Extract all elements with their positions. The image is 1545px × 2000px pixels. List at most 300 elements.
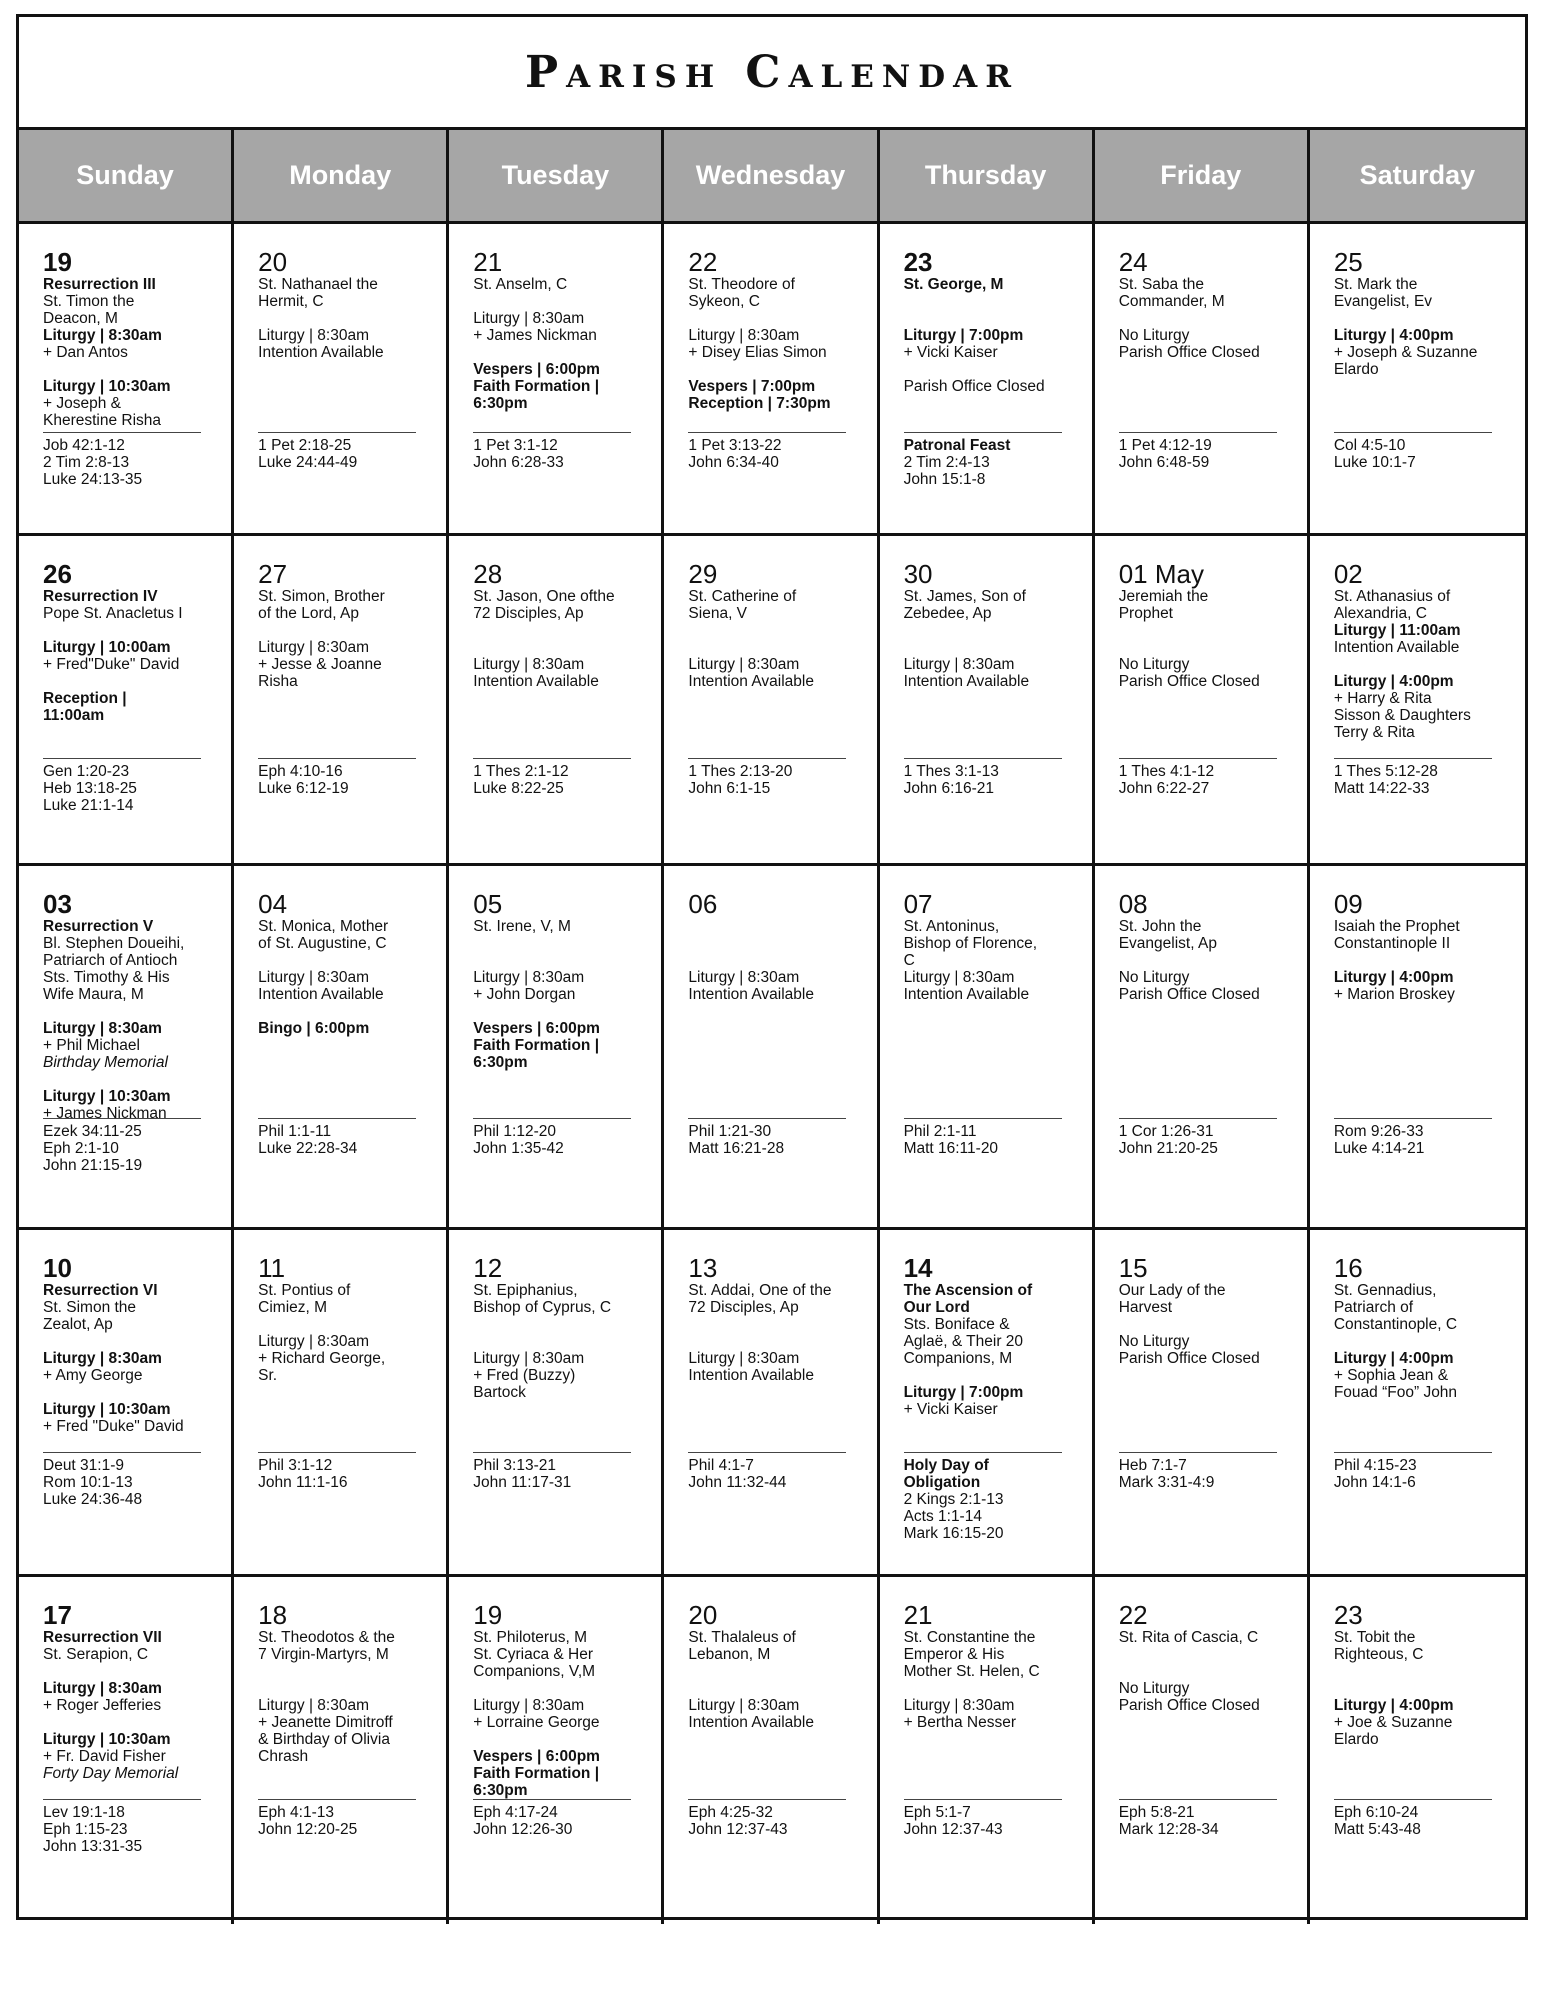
reading-line: John 21:15-19: [43, 1157, 143, 1174]
day-detail-line: Deacon, M: [43, 310, 118, 327]
day-detail-line: + Harry & Rita: [1333, 690, 1432, 707]
day-detail-line: Bl. Stephen Doueihi,: [43, 935, 185, 952]
reading-line: John 21:20-25: [1118, 1140, 1218, 1157]
day-detail-line: + Jeanette Dimitroff: [258, 1714, 393, 1731]
reading-line: Phil 3:13-21: [473, 1457, 557, 1474]
day-detail-line: 6:30pm: [473, 395, 528, 412]
day-number: 23: [903, 247, 933, 277]
day-detail-line: + Lorraine George: [473, 1714, 600, 1731]
day-number: 22: [1118, 1600, 1148, 1630]
readings-block: [1119, 1118, 1277, 1157]
day-detail-line: + Jesse & Joanne: [258, 656, 382, 673]
reading-line: Job 42:1-12: [43, 437, 125, 454]
day-detail-line: Righteous, C: [1333, 1646, 1424, 1663]
reading-line: Mark 16:15-20: [903, 1525, 1004, 1542]
day-detail-line: Liturgy | 8:30am: [258, 969, 370, 986]
day-detail-line: St. Philoterus, M: [473, 1629, 587, 1646]
day-detail-line: 72 Disciples, Ap: [473, 605, 584, 622]
day-detail-line: Vespers | 6:00pm: [473, 1748, 600, 1765]
day-detail-line: St. George, M: [903, 276, 1004, 293]
day-detail-line: Resurrection III: [43, 276, 156, 293]
day-detail-line: Patriarch of: [1333, 1299, 1414, 1316]
day-detail-line: Forty Day Memorial: [43, 1765, 179, 1782]
day-detail-line: Liturgy | 8:30am: [903, 656, 1015, 673]
readings-block: [1119, 432, 1277, 471]
day-detail-line: Cimiez, M: [258, 1299, 328, 1316]
day-detail-line: Sykeon, C: [688, 293, 760, 310]
day-detail-line: Faith Formation |: [473, 1037, 600, 1054]
day-cell: [234, 1577, 449, 1924]
day-detail-line: Faith Formation |: [473, 1765, 600, 1782]
readings-divider: [258, 1799, 416, 1800]
readings-block: [1119, 758, 1277, 797]
day-detail-line: + Vicki Kaiser: [903, 344, 998, 361]
day-detail-line: + Fr. David Fisher: [43, 1748, 166, 1765]
reading-line: 1 Pet 3:1-12: [473, 437, 558, 454]
readings-block: [688, 1118, 846, 1157]
day-detail-line: + Phil Michael: [43, 1037, 140, 1054]
reading-line: John 6:34-40: [688, 454, 779, 471]
day-number: 18: [258, 1600, 288, 1630]
reading-line: Lev 19:1-18: [43, 1804, 125, 1821]
reading-line: Phil 1:1-11: [258, 1123, 332, 1140]
day-detail-line: 72 Disciples, Ap: [688, 1299, 799, 1316]
day-detail-line: Liturgy | 7:00pm: [903, 327, 1024, 344]
day-detail-line: Constantinople, C: [1333, 1316, 1458, 1333]
day-detail-line: Bishop of Cyprus, C: [473, 1299, 612, 1316]
weekday-header-saturday: Saturday: [1310, 130, 1525, 224]
reading-line: Eph 4:17-24: [473, 1804, 558, 1821]
day-number: 19: [473, 1600, 503, 1630]
weekday-header-sunday: Sunday: [19, 130, 234, 224]
reading-line: Matt 16:21-28: [688, 1140, 785, 1157]
reading-line: John 11:1-16: [258, 1474, 348, 1491]
readings-divider: [688, 1452, 846, 1453]
day-detail-line: St. Saba the: [1118, 276, 1205, 293]
spacer: [1119, 622, 1295, 639]
day-detail-line: Liturgy | 8:30am: [258, 327, 370, 344]
reading-line: Luke 24:36-48: [43, 1491, 143, 1508]
day-cell: [664, 224, 879, 536]
readings-block: [473, 758, 631, 797]
day-detail-line: St. Mark the: [1333, 276, 1418, 293]
day-cell: [449, 866, 664, 1230]
spacer: [43, 622, 219, 639]
day-detail-line: St. Nathanael the: [258, 276, 378, 293]
day-detail-line: + Amy George: [43, 1367, 143, 1384]
readings-divider: [688, 1799, 846, 1800]
day-number: 27: [258, 559, 288, 589]
day-detail-line: + Vicki Kaiser: [903, 1401, 998, 1418]
readings-divider: [43, 1452, 201, 1453]
readings-divider: [473, 432, 631, 433]
spacer: [473, 1333, 649, 1350]
day-detail-line: St. Athanasius of: [1333, 588, 1451, 605]
reading-line: 1 Cor 1:26-31: [1118, 1123, 1214, 1140]
day-number: 21: [903, 1600, 933, 1630]
readings-block: [43, 432, 201, 488]
day-number: 13: [688, 1253, 718, 1283]
day-detail-line: Commander, M: [1118, 293, 1225, 310]
day-detail-line: Terry & Rita: [1333, 724, 1415, 741]
readings-block: [1119, 1799, 1277, 1838]
spacer: [258, 1316, 434, 1333]
day-detail-line: Liturgy | 8:30am: [43, 1020, 162, 1037]
spacer: [688, 622, 864, 639]
day-detail-line: Intention Available: [473, 673, 599, 690]
reading-line: Eph 6:10-24: [1333, 1804, 1419, 1821]
day-detail-line: Risha: [258, 673, 298, 690]
day-detail-line: No Liturgy: [1118, 1680, 1190, 1697]
reading-line: Eph 1:15-23: [43, 1821, 128, 1838]
readings-block: [473, 1452, 631, 1491]
spacer: [688, 310, 864, 327]
spacer: [473, 952, 649, 969]
spacer: [1334, 656, 1513, 673]
day-detail-line: Resurrection VI: [43, 1282, 158, 1299]
day-detail-line: No Liturgy: [1118, 656, 1190, 673]
day-detail-line: Parish Office Closed: [903, 378, 1045, 395]
day-detail-line: Liturgy | 8:30am: [903, 969, 1015, 986]
readings-divider: [904, 1118, 1062, 1119]
day-detail-line: Wife Maura, M: [43, 986, 144, 1003]
day-detail-line: Liturgy | 4:00pm: [1333, 969, 1454, 986]
spacer: [1119, 952, 1295, 969]
readings-divider: [43, 758, 201, 759]
reading-line: Phil 3:1-12: [258, 1457, 333, 1474]
readings-divider: [473, 1452, 631, 1453]
readings-block: [43, 1118, 201, 1174]
reading-line: John 1:35-42: [473, 1140, 564, 1157]
spacer: [258, 952, 434, 969]
day-detail-line: St. Pontius of: [258, 1282, 351, 1299]
spacer: [1334, 1680, 1513, 1697]
day-cell: [1310, 1577, 1525, 1924]
readings-block: [258, 1452, 416, 1491]
day-detail-line: Liturgy | 11:00am: [1333, 622, 1461, 639]
reading-line: Holy Day of: [903, 1457, 989, 1474]
reading-line: Luke 6:12-19: [258, 780, 349, 797]
day-detail-line: + Joseph &: [43, 395, 121, 412]
day-number: 06: [688, 889, 718, 919]
parish-calendar: [16, 14, 1528, 1920]
day-number: 10: [43, 1253, 72, 1283]
reading-line: Acts 1:1-14: [903, 1508, 982, 1525]
day-detail-line: St. James, Son of: [903, 588, 1026, 605]
day-detail-line: Constantinople II: [1333, 935, 1451, 952]
readings-block: [904, 1452, 1062, 1542]
readings-divider: [1334, 1799, 1492, 1800]
spacer: [904, 622, 1080, 639]
spacer: [1334, 1663, 1513, 1680]
day-detail-line: Sts. Timothy & His: [43, 969, 170, 986]
day-detail-line: Liturgy | 8:30am: [258, 639, 370, 656]
readings-divider: [688, 1118, 846, 1119]
day-detail-line: + Joe & Suzanne: [1333, 1714, 1453, 1731]
day-detail-line: Parish Office Closed: [1118, 344, 1260, 361]
reading-line: Deut 31:1-9: [43, 1457, 124, 1474]
day-detail-line: + Sophia Jean &: [1333, 1367, 1449, 1384]
reading-line: Eph 2:1-10: [43, 1140, 119, 1157]
day-detail-line: Jeremiah the: [1118, 588, 1209, 605]
day-number: 11: [258, 1253, 286, 1283]
day-detail-line: Emperor & His: [903, 1646, 1005, 1663]
day-detail-line: + James Nickman: [473, 327, 597, 344]
spacer: [43, 1003, 219, 1020]
readings-block: [258, 758, 416, 797]
spacer: [1334, 1333, 1513, 1350]
day-detail-line: Resurrection IV: [43, 588, 158, 605]
day-detail-line: Liturgy | 8:30am: [903, 1697, 1015, 1714]
day-detail-line: 7 Virgin-Martyrs, M: [258, 1646, 389, 1663]
reading-line: Luke 4:14-21: [1333, 1140, 1425, 1157]
day-detail-line: Prophet: [1118, 605, 1173, 622]
reading-line: Mark 3:31-4:9: [1118, 1474, 1215, 1491]
readings-block: [43, 1452, 201, 1508]
reading-line: John 12:37-43: [903, 1821, 1003, 1838]
spacer: [473, 344, 649, 361]
reading-line: John 11:17-31: [473, 1474, 572, 1491]
spacer: [1334, 952, 1513, 969]
day-detail-line: Intention Available: [258, 344, 384, 361]
spacer: [473, 639, 649, 656]
reading-line: 1 Thes 2:13-20: [688, 763, 793, 780]
day-number: 02: [1333, 559, 1363, 589]
reading-line: John 14:1-6: [1333, 1474, 1416, 1491]
day-detail-line: Sts. Boniface &: [903, 1316, 1010, 1333]
spacer: [688, 952, 864, 969]
day-cell: [880, 1577, 1095, 1924]
reading-line: Luke 10:1-7: [1333, 454, 1416, 471]
readings-block: [904, 758, 1062, 797]
weekday-header-tuesday: Tuesday: [449, 130, 664, 224]
readings-divider: [1119, 1452, 1277, 1453]
day-detail-line: + John Dorgan: [473, 986, 576, 1003]
reading-line: Luke 8:22-25: [473, 780, 564, 797]
spacer: [904, 361, 1080, 378]
day-cell: [664, 536, 879, 866]
day-cell: [664, 1577, 879, 1924]
spacer: [43, 1663, 219, 1680]
day-detail-line: Harvest: [1118, 1299, 1173, 1316]
day-detail-line: + Bertha Nesser: [903, 1714, 1016, 1731]
day-cell: [1310, 536, 1525, 866]
reading-line: Eph 4:25-32: [688, 1804, 773, 1821]
readings-divider: [1334, 1452, 1492, 1453]
spacer: [688, 918, 864, 935]
reading-line: Phil 1:21-30: [688, 1123, 772, 1140]
day-detail-line: Liturgy | 4:00pm: [1333, 673, 1454, 690]
day-detail-line: 6:30pm: [473, 1054, 528, 1071]
readings-block: [688, 758, 846, 797]
day-detail-line: Chrash: [258, 1748, 309, 1765]
day-detail-line: Intention Available: [903, 673, 1030, 690]
day-detail-line: + Richard George,: [258, 1350, 386, 1367]
reading-line: 1 Thes 3:1-13: [903, 763, 999, 780]
day-detail-line: Liturgy | 10:30am: [43, 1088, 171, 1105]
spacer: [43, 361, 219, 378]
day-cell: [1310, 224, 1525, 536]
reading-line: Phil 1:12-20: [473, 1123, 557, 1140]
spacer: [258, 1680, 434, 1697]
day-detail-line: Parish Office Closed: [1118, 1697, 1260, 1714]
day-detail-line: Liturgy | 8:30am: [688, 969, 800, 986]
readings-divider: [43, 1118, 201, 1119]
day-number: 16: [1333, 1253, 1363, 1283]
spacer: [473, 1731, 649, 1748]
day-number: 04: [258, 889, 288, 919]
reading-line: 2 Tim 2:4-13: [903, 454, 990, 471]
readings-block: [1334, 758, 1492, 797]
spacer: [258, 1663, 434, 1680]
day-detail-line: Intention Available: [688, 1714, 814, 1731]
day-detail-line: Liturgy | 10:30am: [43, 1731, 171, 1748]
day-detail-line: St. Gennadius,: [1333, 1282, 1437, 1299]
reading-line: Rom 10:1-13: [43, 1474, 133, 1491]
day-detail-line: Our Lord: [903, 1299, 970, 1316]
day-detail-line: Patriarch of Antioch: [43, 952, 178, 969]
reading-line: Gen 1:20-23: [43, 763, 130, 780]
spacer: [688, 1333, 864, 1350]
day-detail-line: + Fred (Buzzy): [473, 1367, 576, 1384]
day-detail-line: C: [903, 952, 915, 969]
day-cell: [19, 866, 234, 1230]
day-cell: [1095, 866, 1310, 1230]
readings-block: [1334, 1452, 1492, 1491]
day-detail-line: Resurrection VII: [43, 1629, 162, 1646]
spacer: [688, 1663, 864, 1680]
readings-block: [688, 432, 846, 471]
readings-divider: [904, 1452, 1062, 1453]
day-detail-line: No Liturgy: [1118, 1333, 1190, 1350]
day-detail-line: The Ascension of: [903, 1282, 1033, 1299]
reading-line: Phil 4:15-23: [1333, 1457, 1417, 1474]
day-detail-line: + Fred "Duke" David: [43, 1418, 184, 1435]
reading-line: Phil 4:1-7: [688, 1457, 754, 1474]
spacer: [1334, 310, 1513, 327]
readings-divider: [1119, 1799, 1277, 1800]
day-detail-line: Zebedee, Ap: [903, 605, 992, 622]
spacer: [1119, 639, 1295, 656]
readings-block: [473, 432, 631, 471]
day-detail-line: 11:00am: [43, 707, 105, 724]
day-detail-line: + Roger Jefferies: [43, 1697, 162, 1714]
reading-line: John 12:20-25: [258, 1821, 358, 1838]
reading-line: Col 4:5-10: [1333, 437, 1406, 454]
day-detail-line: of the Lord, Ap: [258, 605, 359, 622]
day-detail-line: No Liturgy: [1118, 327, 1190, 344]
day-detail-line: + Fred"Duke" David: [43, 656, 180, 673]
day-detail-line: Intention Available: [903, 986, 1030, 1003]
day-detail-line: Pope St. Anacletus I: [43, 605, 183, 622]
day-number: 20: [258, 247, 288, 277]
reading-line: John 6:1-15: [688, 780, 771, 797]
day-detail-line: St. Addai, One of the: [688, 1282, 832, 1299]
readings-divider: [473, 1118, 631, 1119]
reading-line: John 6:16-21: [903, 780, 995, 797]
reading-line: Obligation: [903, 1474, 981, 1491]
reading-line: 1 Thes 5:12-28: [1333, 763, 1438, 780]
weekday-header-thursday: Thursday: [880, 130, 1095, 224]
reading-line: Patronal Feast: [903, 437, 1011, 454]
day-detail-line: Resurrection V: [43, 918, 154, 935]
day-number: 29: [688, 559, 718, 589]
day-detail-line: St. Thalaleus of: [688, 1629, 796, 1646]
spacer: [904, 1367, 1080, 1384]
day-detail-line: Liturgy | 4:00pm: [1333, 1697, 1454, 1714]
spacer: [43, 1384, 219, 1401]
readings-divider: [904, 432, 1062, 433]
readings-block: [904, 1799, 1062, 1838]
day-detail-line: St. Theodotos & the: [258, 1629, 395, 1646]
day-number: 07: [903, 889, 933, 919]
spacer: [1119, 1646, 1295, 1663]
day-detail-line: St. Timon the: [43, 293, 135, 310]
day-detail-line: Sisson & Daughters: [1333, 707, 1471, 724]
day-cell: [1095, 224, 1310, 536]
readings-block: [258, 1799, 416, 1838]
day-cell: [1310, 866, 1525, 1230]
day-cell: [880, 224, 1095, 536]
day-cell: [449, 224, 664, 536]
day-detail-line: Intention Available: [258, 986, 384, 1003]
readings-divider: [1334, 1118, 1492, 1119]
day-detail-line: + Disey Elias Simon: [688, 344, 827, 361]
spacer: [688, 1680, 864, 1697]
readings-block: [258, 1118, 416, 1157]
reading-line: 1 Pet 4:12-19: [1118, 437, 1212, 454]
reading-line: Phil 2:1-11: [903, 1123, 977, 1140]
day-detail-line: Our Lady of the: [1118, 1282, 1226, 1299]
day-detail-line: Mother St. Helen, C: [903, 1663, 1040, 1680]
day-detail-line: Liturgy | 8:30am: [473, 310, 585, 327]
spacer: [1119, 1663, 1295, 1680]
weekday-header-wednesday: Wednesday: [664, 130, 879, 224]
day-detail-line: Liturgy | 8:30am: [43, 327, 162, 344]
day-cell: [1095, 536, 1310, 866]
day-detail-line: St. Theodore of: [688, 276, 795, 293]
readings-block: [258, 432, 416, 471]
reading-line: Luke 24:13-35: [43, 471, 143, 488]
readings-block: [904, 1118, 1062, 1157]
day-detail-line: Bartock: [473, 1384, 526, 1401]
day-detail-line: Parish Office Closed: [1118, 1350, 1260, 1367]
day-detail-line: St. Epiphanius,: [473, 1282, 578, 1299]
day-detail-line: Siena, V: [688, 605, 748, 622]
reading-line: Matt 14:22-33: [1333, 780, 1430, 797]
day-detail-line: & Birthday of Olivia: [258, 1731, 390, 1748]
spacer: [1119, 1316, 1295, 1333]
day-detail-line: No Liturgy: [1118, 969, 1190, 986]
reading-line: Matt 5:43-48: [1333, 1821, 1421, 1838]
day-detail-line: Companions, V,M: [473, 1663, 596, 1680]
readings-divider: [43, 1799, 201, 1800]
day-detail-line: Kherestine Risha: [43, 412, 162, 429]
readings-block: [688, 1452, 846, 1491]
reading-line: John 6:48-59: [1118, 454, 1210, 471]
day-detail-line: St. Tobit the: [1333, 1629, 1416, 1646]
day-detail-line: Liturgy | 4:00pm: [1333, 327, 1454, 344]
day-detail-line: Vespers | 6:00pm: [473, 361, 600, 378]
day-number: 12: [473, 1253, 503, 1283]
day-number: 14: [903, 1253, 933, 1283]
reading-line: Luke 21:1-14: [43, 797, 134, 814]
day-number: 09: [1333, 889, 1363, 919]
reading-line: Ezek 34:11-25: [43, 1123, 142, 1140]
day-detail-line: Bingo | 6:00pm: [258, 1020, 370, 1037]
reading-line: Eph 4:10-16: [258, 763, 343, 780]
readings-block: [1334, 1799, 1492, 1838]
